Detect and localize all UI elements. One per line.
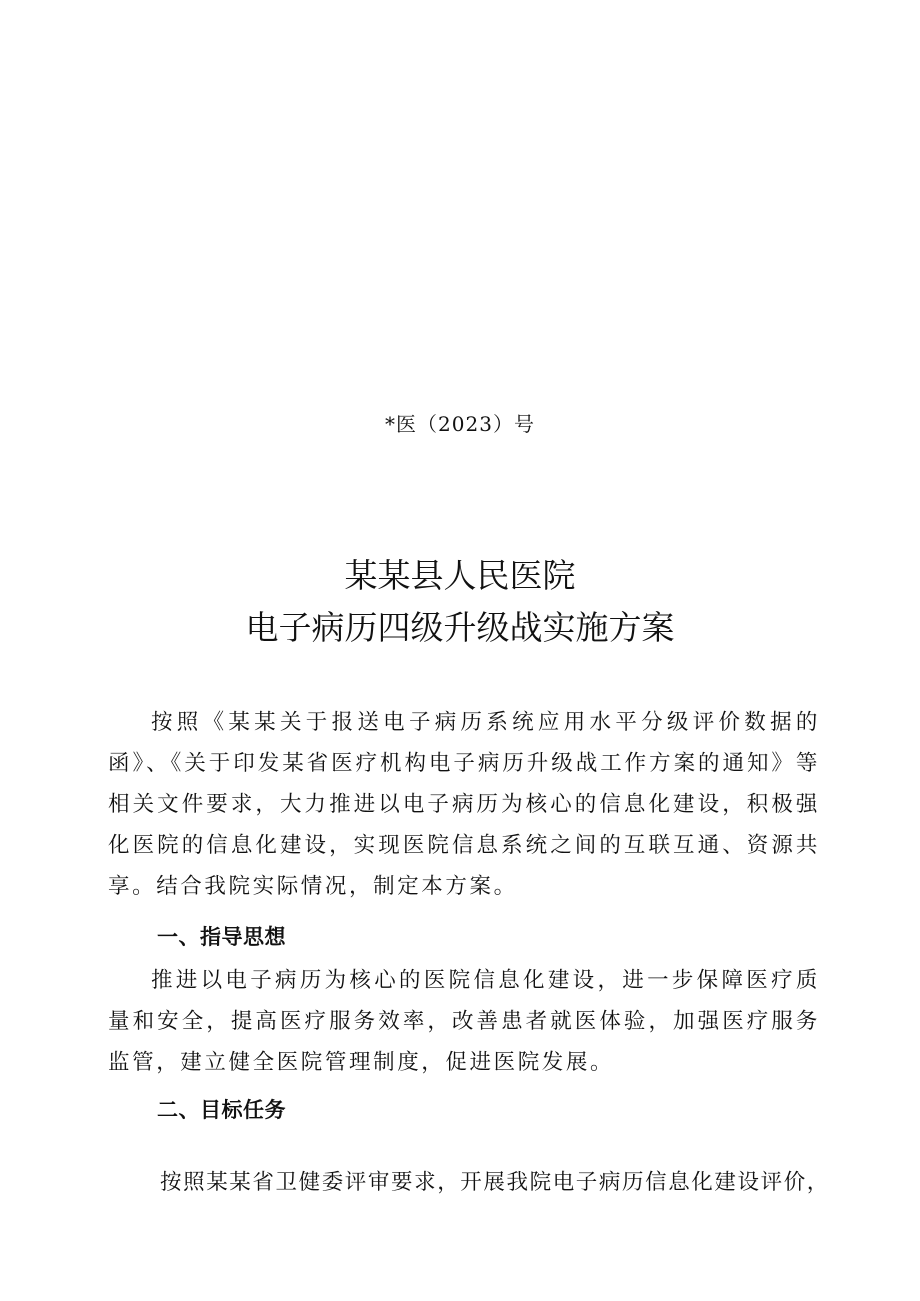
guiding-ideology-paragraph: 推进以电子病历为核心的医院信息化建设，进一步保障医疗质量和安全，提高医疗服务效率，改善患者就医体验，加强医疗服务监管，建立健全医院管理制度，促进医院发展。 [108, 968, 820, 1075]
title-line-subject: 电子病历四级升级战实施方案 [245, 608, 675, 647]
section-heading-guiding-ideology: 一、指导思想 [157, 925, 286, 949]
title-line-organization: 某某县人民医院 [344, 556, 576, 595]
document-number: *医（2023）号 [385, 412, 535, 436]
goals-tasks-paragraph: 按照某某省卫健委评审要求，开展我院电子病历信息化建设评价， [160, 1170, 830, 1195]
section-heading-goals-tasks: 二、目标任务 [157, 1098, 286, 1122]
intro-paragraph: 按照《某某关于报送电子病历系统应用水平分级评价数据的函》、《关于印发某省医疗机构电子病历升级战工作方案的通知》等相关文件要求，大力推进以电子病历为核心的信息化建设，积极强化医院的信息化建设，实现医院信息系统之间的互联互通、资源共享。结合我院实际情况，制定本方案。 [108, 710, 820, 899]
document-title [0, 550, 920, 654]
